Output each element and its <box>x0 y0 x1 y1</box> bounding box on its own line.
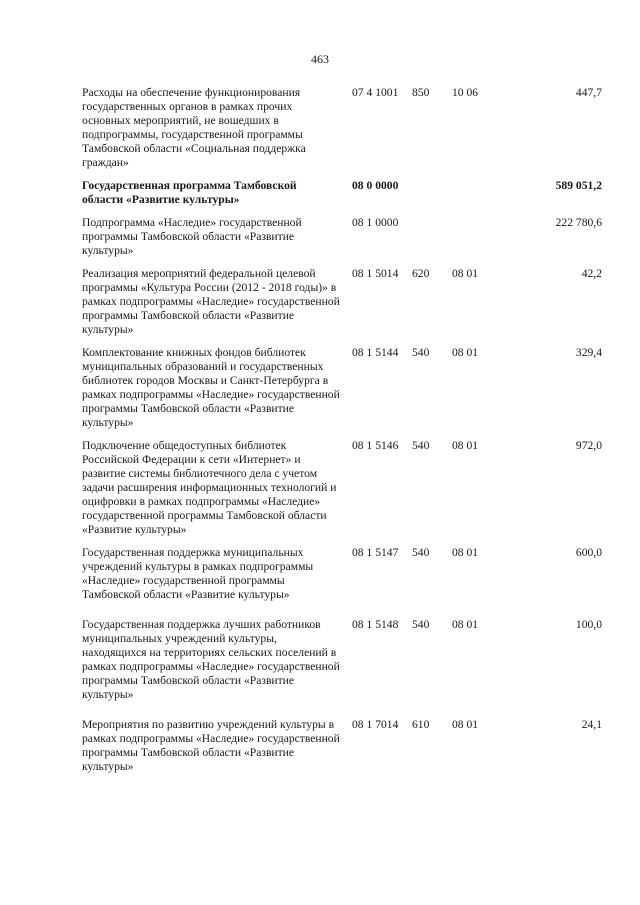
cell-rz: 08 01 <box>452 546 479 559</box>
cell-name: Государственная программа Тамбовской области «Развитие культуры» <box>82 179 297 206</box>
table-body <box>82 86 602 783</box>
table-row <box>82 86 602 179</box>
budget-table <box>82 86 602 783</box>
table-row <box>82 267 602 346</box>
cell-code: 07 4 1001 <box>352 86 399 99</box>
cell-code: 08 1 5014 <box>352 267 399 280</box>
cell-vr: 540 <box>412 346 430 359</box>
cell-sum: 600,0 <box>575 546 602 559</box>
cell-rz: 10 06 <box>452 86 479 99</box>
cell-rz: 08 01 <box>452 346 479 359</box>
cell-vr: 850 <box>412 86 430 99</box>
cell-code: 08 1 7014 <box>352 718 399 731</box>
cell-sum: 100,0 <box>575 618 602 631</box>
cell-name: Комплектование книжных фондов библиотек муниципальных образований и государственных библиотек городов Москвы и Санкт-Петербурга в рамках подпрограммы «Наследие» государственной программы Тамбовской области «Развитие культуры» <box>82 346 340 429</box>
cell-name: Подпрограмма «Наследие» государственной программы Тамбовской области «Развитие культуры» <box>82 216 302 257</box>
cell-code: 08 1 5147 <box>352 546 399 559</box>
cell-vr: 620 <box>412 267 430 280</box>
cell-vr <box>406 216 446 267</box>
cell-vr: 540 <box>412 546 430 559</box>
cell-name: Подключение общедоступных библиотек Российской Федерации к сети «Интернет» и развитие системы библиотечного дела с учетом задачи расширения информационных технологий и оцифровки в рамках подпрограммы «Наследие» государственной программы Тамбовской области «Развитие культуры» <box>82 439 337 536</box>
table-row <box>82 216 602 267</box>
table-row <box>82 179 602 216</box>
cell-rz: 08 01 <box>452 439 479 452</box>
cell-name: Реализация мероприятий федеральной целевой программы «Культура России (2012 - 2018 годы)» в рамках подпрограммы «Наследие» государственной программы Тамбовской области «Развитие культуры» <box>82 267 340 336</box>
cell-vr: 540 <box>412 618 430 631</box>
cell-name: Государственная поддержка муниципальных учреждений культуры в рамках подпрограммы «Наследие» государственной программы Тамбовской области «Развитие культуры» <box>82 546 314 601</box>
cell-vr: 610 <box>412 718 430 731</box>
cell-rz: 08 01 <box>452 718 479 731</box>
cell-sum: 447,7 <box>575 86 602 99</box>
cell-rz: 08 01 <box>452 618 479 631</box>
cell-code: 08 1 0000 <box>352 216 399 229</box>
cell-sum: 972,0 <box>575 439 602 452</box>
cell-sum: 589 051,2 <box>555 179 602 192</box>
cell-name: Мероприятия по развитию учреждений культуры в рамках подпрограммы «Наследие» государственной программы Тамбовской области «Развитие культуры» <box>82 718 340 773</box>
cell-vr <box>406 179 446 216</box>
cell-code: 08 1 5144 <box>352 346 399 359</box>
cell-rz <box>446 179 494 216</box>
table-row <box>82 546 602 618</box>
cell-sum: 24,1 <box>581 718 602 731</box>
cell-code: 08 1 5146 <box>352 439 399 452</box>
table-row <box>82 439 602 546</box>
page-number: 463 <box>311 52 329 66</box>
cell-rz <box>446 216 494 267</box>
cell-sum: 329,4 <box>575 346 602 359</box>
cell-code: 08 1 5148 <box>352 618 399 631</box>
cell-vr: 540 <box>412 439 430 452</box>
cell-sum: 222 780,6 <box>555 216 602 229</box>
table-row <box>82 618 602 718</box>
cell-name: Государственная поддержка лучших работников муниципальных учреждений культуры, находящихся на территориях сельских поселений в рамках подпрограммы «Наследие» государственной программы Тамбовской области «Развитие культуры» <box>82 618 340 701</box>
cell-name: Расходы на обеспечение функционирования государственных органов в рамках прочих основных мероприятий, не вошедших в подпрограммы, государственной программы Тамбовской области «Социальная поддержка граждан» <box>82 86 306 169</box>
table-row <box>82 346 602 439</box>
cell-rz: 08 01 <box>452 267 479 280</box>
cell-code: 08 0 0000 <box>352 179 399 192</box>
table-row <box>82 718 602 783</box>
cell-sum: 42,2 <box>581 267 602 280</box>
